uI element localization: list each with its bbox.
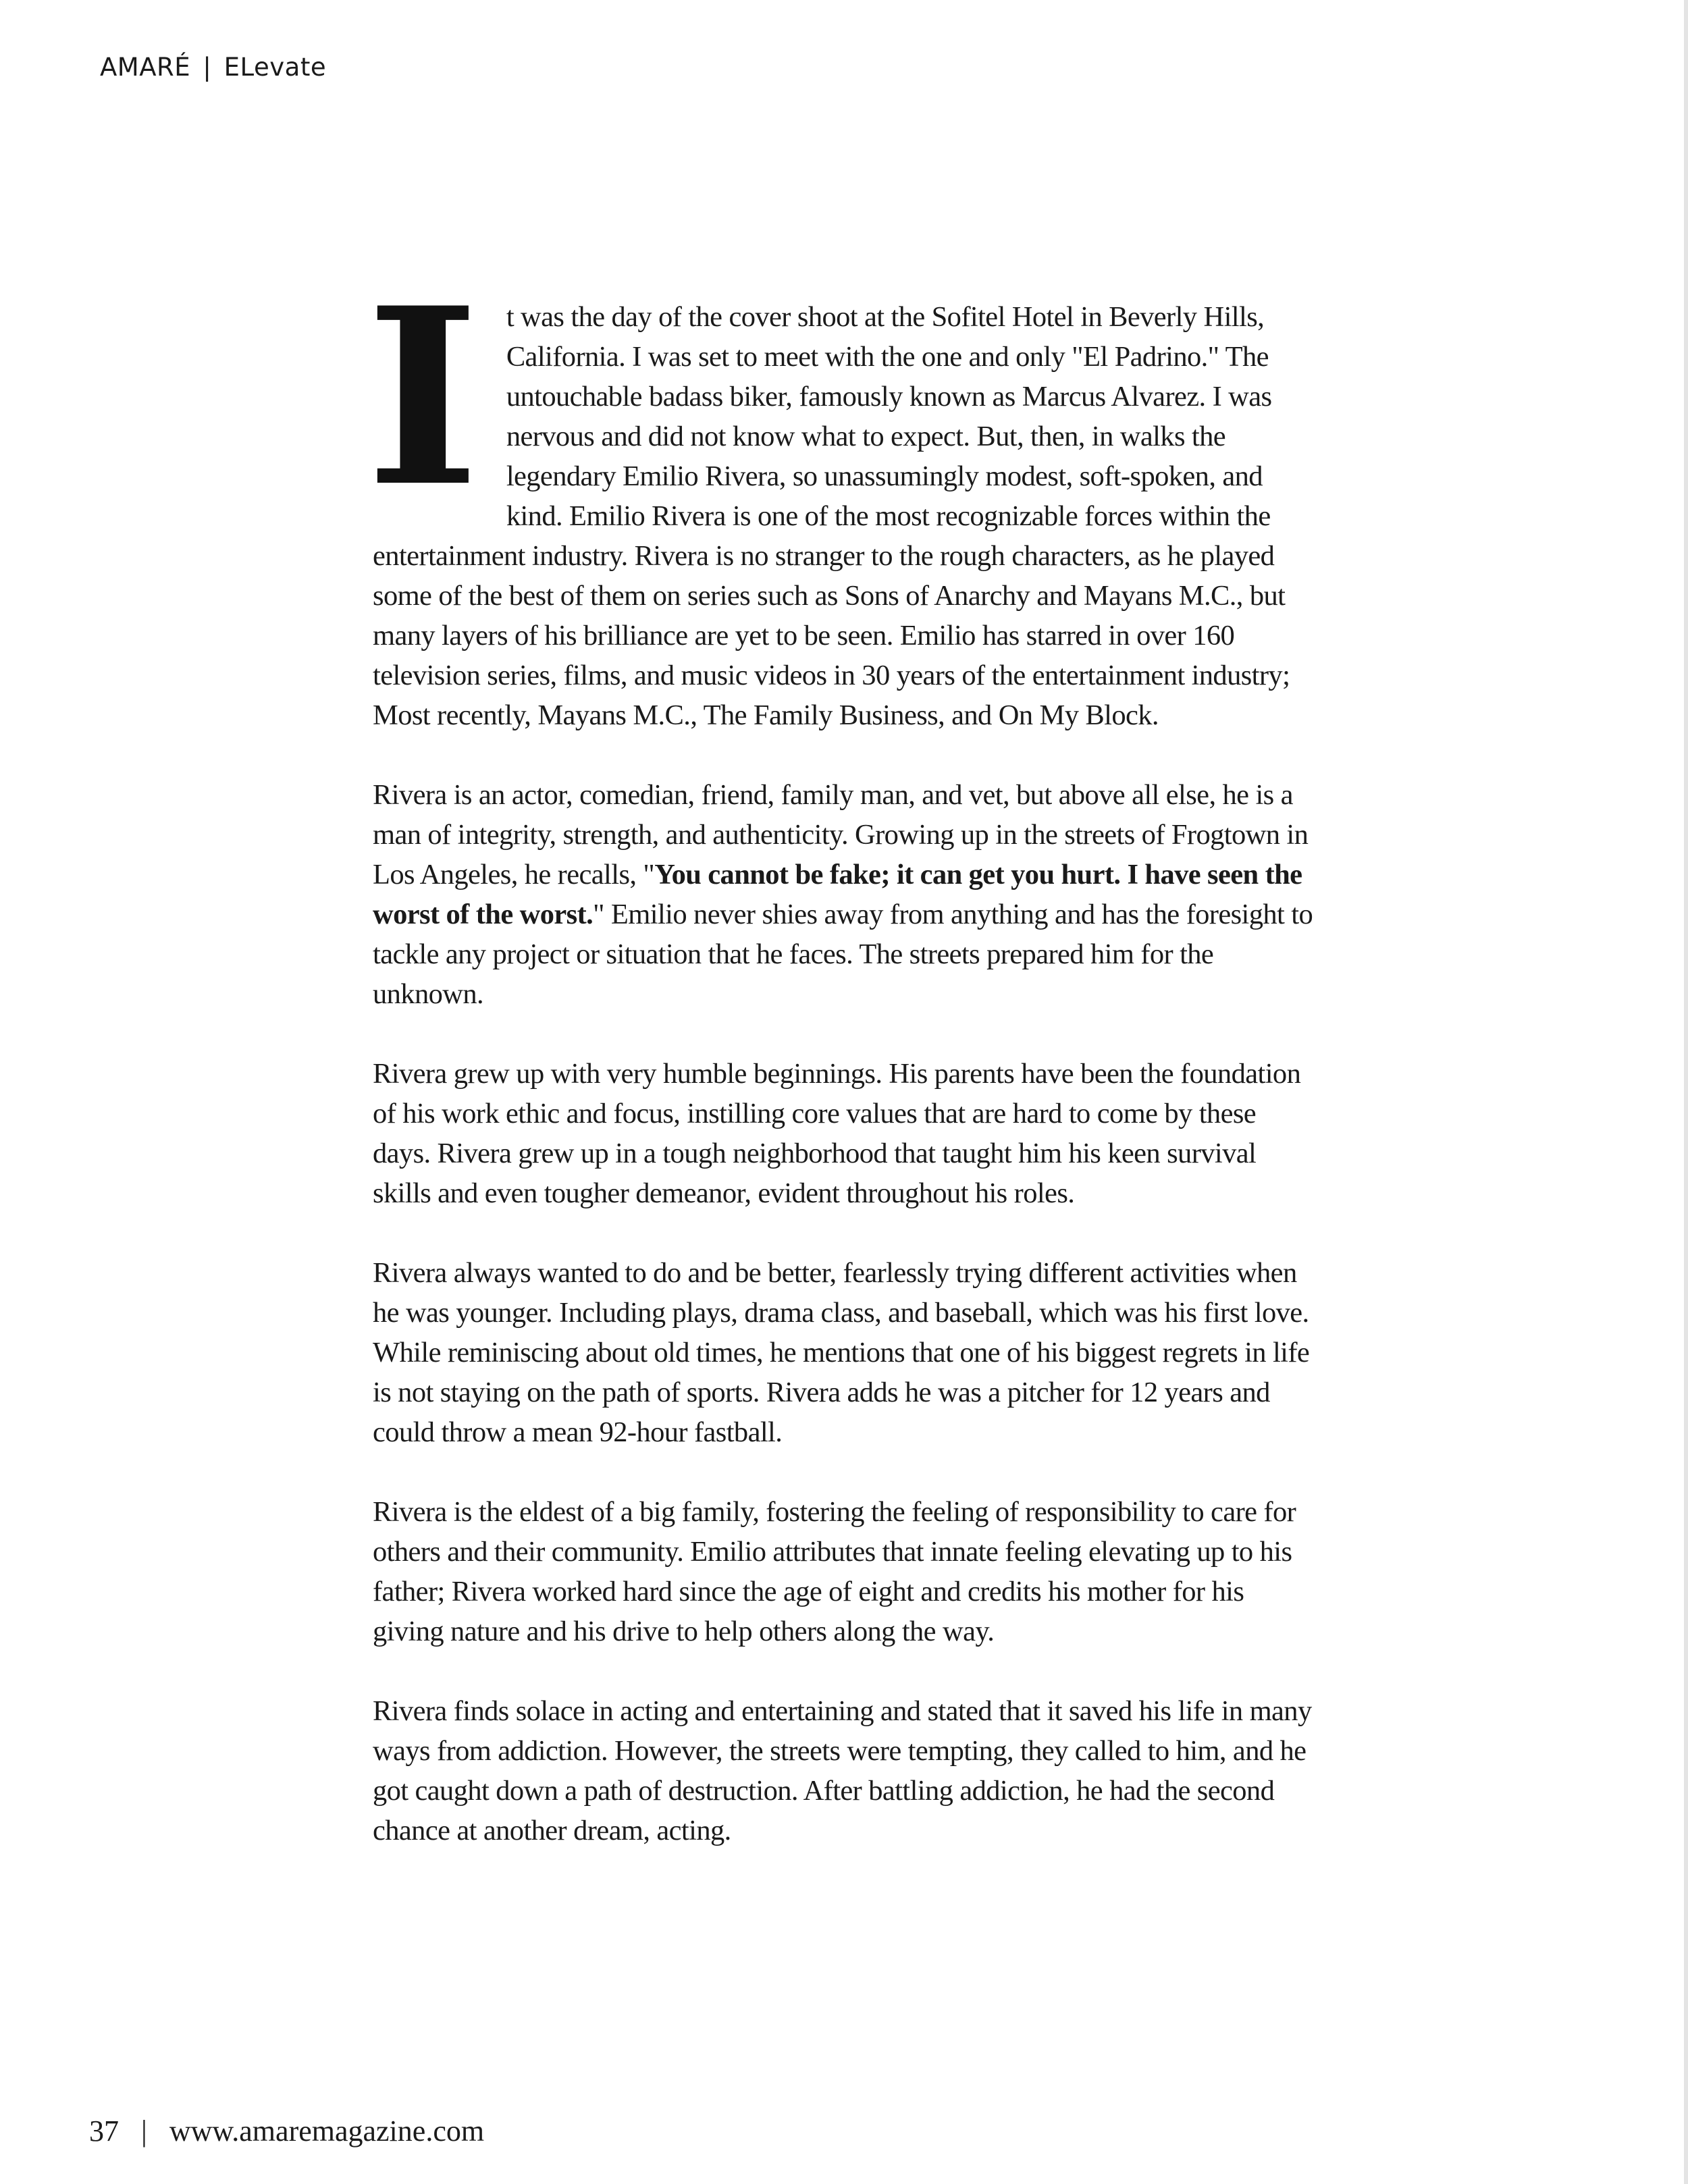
magazine-brand: AMARÉ [100, 53, 191, 82]
article-paragraph: Rivera always wanted to do and be better, fearlessly trying different activities when he was younger. Including plays, drama class, and baseball, which was his first love. While reminiscing about old times, he mentions that one of his biggest regrets in life is not staying on the path of sports. Rivera adds he was a pitcher for 12 years and could throw a mean 92-hour fastball. [373, 1257, 1310, 1448]
section-name: ELevate [223, 53, 327, 82]
pull-quote-bold: You cannot be fake; it can get you hurt. I have seen the worst of the worst. [373, 859, 1302, 930]
footer-separator: | [141, 2114, 147, 2148]
page-footer [89, 2114, 484, 2148]
article-paragraph: Rivera finds solace in acting and entertaining and stated that it saved his life in many ways from addiction. However, the streets were tempting, they called to him, and he got caught down a path of destruction. After battling addiction, he had the second chance at another dream, acting. [373, 1695, 1312, 1846]
running-header [100, 53, 326, 82]
article-paragraph: Rivera is the eldest of a big family, fostering the feeling of responsibility to care for others and their community. Emilio attributes that innate feeling elevating up to his father; Rivera worked hard since the age of eight and credits his mother for his giving nature and his drive to help others along the way. [373, 1496, 1296, 1647]
drop-cap: I [366, 255, 479, 540]
page-edge [1684, 0, 1688, 2184]
article-body [366, 255, 1318, 1890]
page-number: 37 [89, 2114, 119, 2148]
article-paragraph: Rivera grew up with very humble beginnings. His parents have been the foundation of his work ethic and focus, instilling core values that are hard to come by these days. Rivera grew up in a tough neighborhood that taught him his keen survival skills and even tougher demeanor, evident throughout his roles. [373, 1058, 1301, 1209]
article-paragraph: It was the day of the cover shoot at the Sofitel Hotel in Beverly Hills, California. I was set to meet with the one and only "El Padrino." The untouchable badass biker, famously known as Marcus Alvarez. I was nervous and did not know what to expect. But, then, in walks the legendary Emilio Rivera, so unassumingly modest, soft-spoken, and kind. Emilio Rivera is one of the most recognizable forces within the entertainment industry. Rivera is no stranger to the rough characters, as he played some of the best of them on series such as Sons of Anarchy and Mayans M.C., but many layers of his brilliance are yet to be seen. Emilio has starred in over 160 television series, films, and music videos in 30 years of the entertainment industry; Most recently, Mayans M.C., The Family Business, and On My Block. [366, 255, 1290, 731]
website-link[interactable]: www.amaremagazine.com [169, 2114, 485, 2148]
article-paragraph: Rivera is an actor, comedian, friend, family man, and vet, but above all else, he is a man of integrity, strength, and authenticity. Growing up in the streets of Frogtown in Los Angeles, he recalls, "You cannot be fake; it can get you hurt. I have seen the worst of the worst." Emilio never shies away from anything and has the foresight to tackle any project or situation that he faces. The streets prepared him for the unknown. [373, 779, 1313, 1010]
header-separator: | [203, 53, 212, 82]
